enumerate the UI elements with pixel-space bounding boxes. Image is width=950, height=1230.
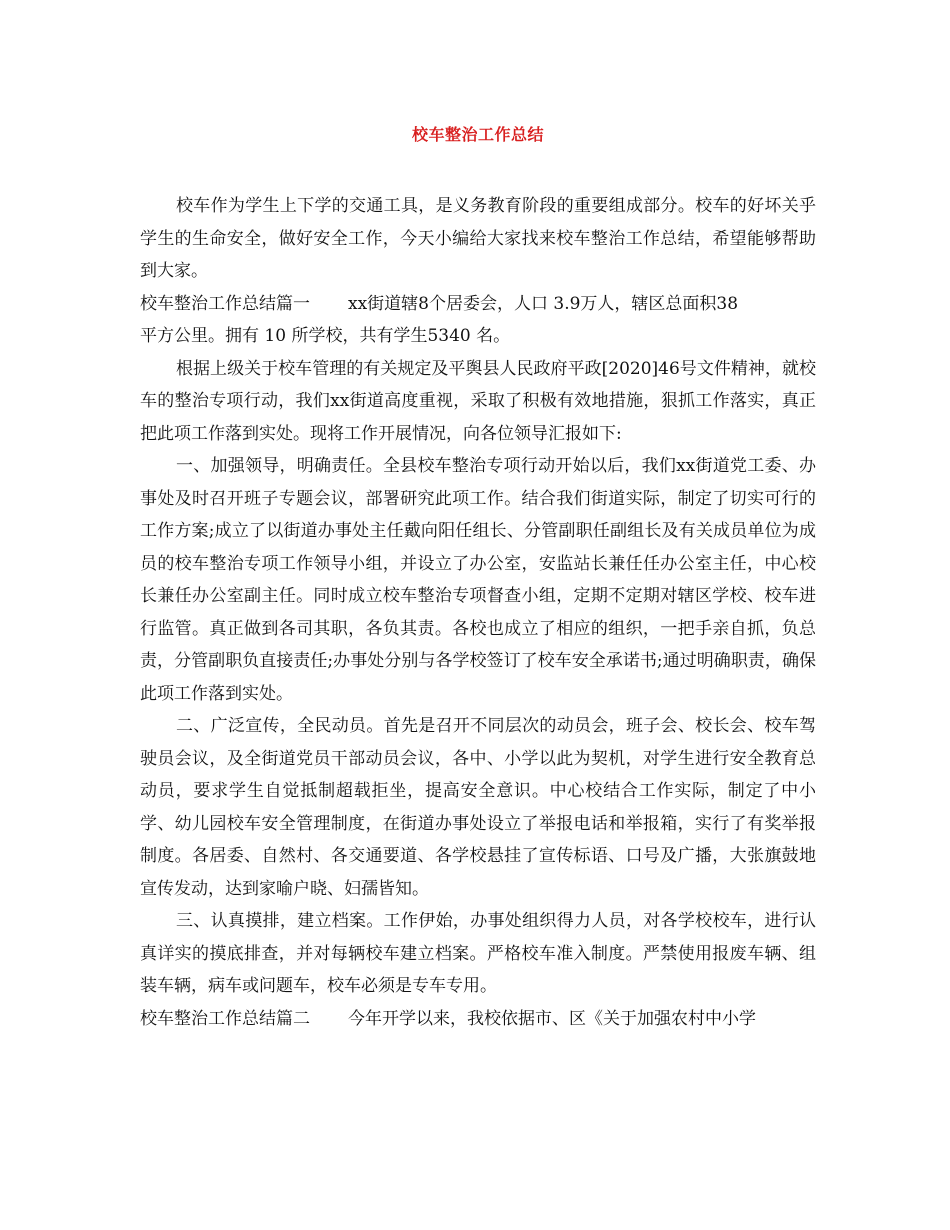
section2-heading: 校车整治工作总结篇二 [140, 1008, 310, 1029]
section1-line1: xx街道辖8个居委会，人口 3.9万人，辖区总面积38 [348, 293, 739, 314]
leadership-paragraph: 一、加强领导，明确责任。全县校车整治专项行动开始以后，我们xx街道党工委、办事处及时召开班子专题会议，部署研究此项工作。结合我们街道实际，制定了切实可行的工作方案;成立了以街道办事处主任戴向阳任组长、分管副职任副组长及有关成员单位为成员的校车整治专项工作领导小组，并设立了办公室，安监站长兼任任办公室主任，中心校长兼任办公室副主任。同时成立校车整治专项督查小组，定期不定期对辖区学校、校车进行监管。真正做到各司其职，各负其责。各校也成立了相应的组织，一把手亲自抓，负总责，分管副职负直接责任;办事处分别与各学校签订了校车安全承诺书;通过明确职责，确保此项工作落到实处。 [140, 456, 816, 704]
section1-first-line [140, 288, 816, 321]
section1-heading: 校车整治工作总结篇一 [140, 293, 310, 314]
intro-paragraph: 校车作为学生上下学的交通工具，是义务教育阶段的重要组成部分。校车的好坏关乎学生的生命安全，做好安全工作，今天小编给大家找来校车整治工作总结，希望能够帮助到大家。 [140, 196, 816, 281]
section2-first-line [140, 1003, 816, 1036]
section1-line2: 平方公里。拥有 10 所学校，共有学生5340 名。 [140, 326, 511, 346]
investigation-paragraph: 三、认真摸排，建立档案。工作伊始，办事处组织得力人员，对各学校校车，进行认真详实的摸底排查，并对每辆校车建立档案。严格校车准入制度。严禁使用报废车辆、组装车辆，病车或问题车，校车必须是专车专用。 [140, 911, 816, 996]
section2-line1: 今年开学以来，我校依据市、区《关于加强农村中小学 [348, 1008, 756, 1029]
document-body [140, 190, 816, 1035]
document-title: 校车整治工作总结 [411, 125, 544, 144]
basis-paragraph: 根据上级关于校车管理的有关规定及平舆县人民政府平政[2020]46号文件精神，就校车的整治专项行动，我们xx街道高度重视，采取了积极有效地措施，狠抓工作落实，真正把此项工作落到实处。现将工作开展情况，向各位领导汇报如下: [140, 358, 816, 444]
publicity-paragraph: 二、广泛宣传，全民动员。首先是召开不同层次的动员会，班子会、校长会、校车驾驶员会议，及全街道党员干部动员会议，各中、小学以此为契机，对学生进行安全教育总动员，要求学生自觉抵制超载拒坐，提高安全意识。中心校结合工作实际，制定了中小学、幼儿园校车安全管理制度，在街道办事处设立了举报电话和举报箱，实行了有奖举报制度。各居委、自然村、各交通要道、各学校悬挂了宣传标语、口号及广播，大张旗鼓地宣传发动，达到家喻户晓、妇孺皆知。 [140, 716, 816, 899]
